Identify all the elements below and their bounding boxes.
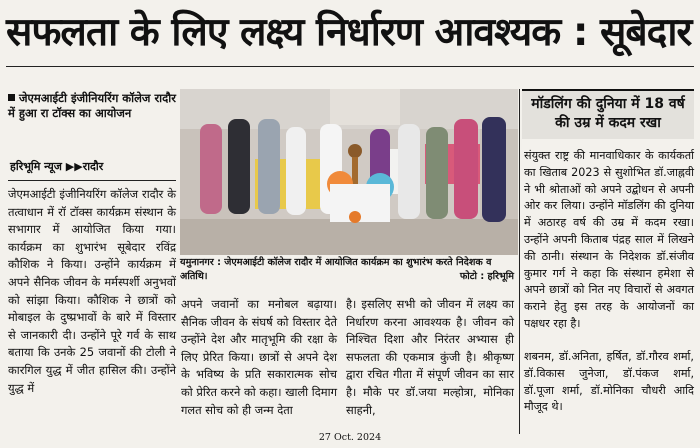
byline-rule	[8, 180, 176, 181]
photo-credit: फोटो : हरिभूमि	[459, 271, 514, 282]
sidebar-title: मॉडलिंग की दुनिया में 18 वर्ष की उम्र में कदम रखा	[522, 89, 694, 139]
event-photo-illustration	[180, 89, 518, 255]
headline-rule	[6, 66, 694, 67]
column-divider	[519, 89, 520, 434]
sidebar-attendees: शबनम, डॉ.अनिता, हर्षित, डॉ.गौरव शर्मा, डॉ.विकास जुनेजा, डॉ.पंकज शर्मा, डॉ.पूजा शर्मा, डॉ.मोनिका चौधरी आदि मौजूद थे।	[524, 350, 694, 414]
article-column-1: जेएमआईटी इंजीनियरिंग कॉलेज रादौर के तत्वाधान में रॉ टॉक्स कार्यक्रम संस्थान के सभागार में आयोजित किया गया। कार्यक्रम का शुभारंभ सूबेदार रविंद्र कौशिक ने किया। उन्होंने कार्यक्रम में अपने सैनिक जीवन के मर्मस्पर्शी अनुभवों को सांझा किया। कौशिक ने छात्रों को मोबाइल के दुष्प्रभावों के बारे में विस्तार से जानकारी दी। उन्होंने पूरे गर्व के साथ बताया कि उनके 25 जवानों की टोली ने कारगिल युद्ध में जीत हासिल की। उन्होंने युद्ध में	[8, 187, 176, 395]
article-column-3: है। इसलिए सभी को जीवन में लक्ष्य का निर्धारण करना आवश्यक है। जीवन को निश्चित दिशा और निरंतर अभ्यास ही सफलता की एकमात्र कुंजी है। श्रीकृष्ण द्वारा रचित गीता में संपूर्ण जीवन का सार है। मौके पर डॉ.जया मल्होत्रा, मोनिका साहनी,	[346, 297, 514, 417]
sidebar-body: संयुक्त राष्ट्र की मानवाधिकार के कार्यकर्ता का खिताब 2023 से सुशोभित डॉ.जाह्नवी ने भी श्रोताओं को अपने उद्बोधन से अपनी ओर कर लिया। उन्होंने मॉडलिंग की दुनिया में अठारह वर्ष की उम्र में कदम रखा। उन्होंने अपनी किताब पंद्रह साल में लिखने की ठानी। संस्थान के निदेशक डॉ.संजीव कुमार गर्ग ने कहा कि संस्थान हमेशा से अपने छात्रों को नित नए विचारों से अवगत कराने हेतु इस तरह के आयोजनों का पक्षधर रहा है।	[524, 149, 694, 330]
event-photo	[180, 89, 518, 255]
article-column-2: अपने जवानों का मनोबल बढ़ाया। सैनिक जीवन के संघर्ष को विस्तार देते उन्होंने देश और मातृभूमि की रक्षा के लिए प्रेरित किया। छात्रों से अपने देश के भविष्य के प्रति सकारात्मक सोच को प्रेरित करने को कहा। खाली दिमाग गलत सोच को ही जन्म देता	[181, 297, 337, 417]
photo-caption-text: यमुनानगर : जेएमआईटी कॉलेज रादौर में आयोजित कार्यक्रम का शुभारंभ करते निदेशक व अतिथि।	[180, 257, 492, 282]
subheading-text: जेएमआईटी इंजीनियरिंग कॉलेज रादौर में हुआ रा टॉक्स का आयोजन	[8, 91, 176, 120]
headline: सफलता के लिए लक्ष्य निर्धारण आवश्यक : सूबेदार	[6, 10, 692, 55]
subheading	[8, 91, 176, 121]
byline: हरिभूमि न्यूज ▶▶रादौर	[10, 160, 104, 173]
bullet-square-icon	[8, 94, 15, 101]
publication-date: 27 Oct. 2024	[318, 432, 382, 443]
photo-caption	[180, 256, 518, 288]
